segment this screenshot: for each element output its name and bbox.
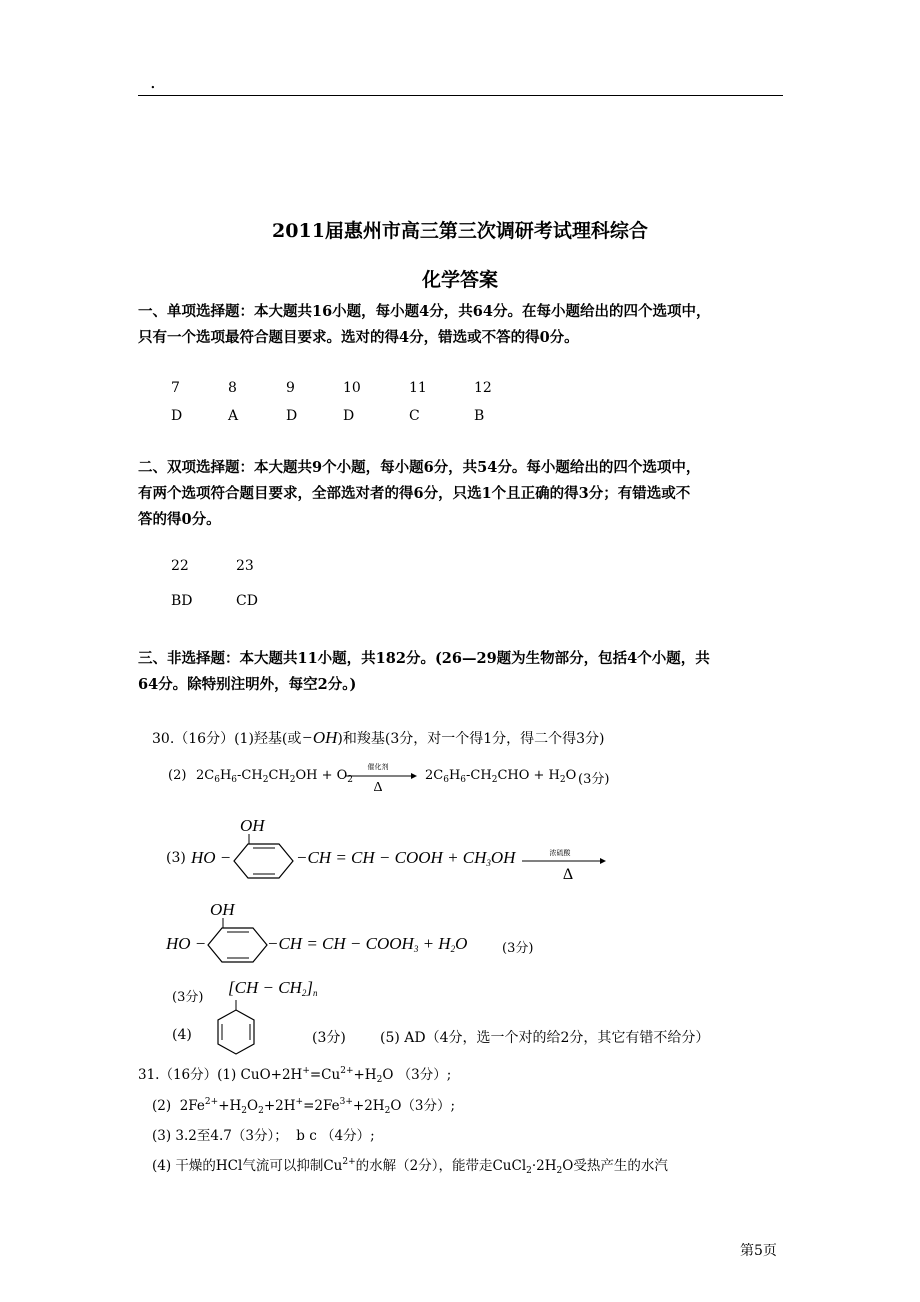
q-answer: B [474, 408, 485, 424]
section1-line2: 只有一个选项最符合题目要求。选对的得4分，错选或不答的得0分。 [138, 329, 579, 346]
page-number: 第5页 [740, 1243, 777, 1259]
header-dot: . [150, 72, 156, 93]
q30-part5: (5) AD（4分，选一个对的给2分，其它有错不给分） [380, 1030, 710, 1046]
q-answer: A [228, 408, 239, 424]
q-number: 10 [343, 380, 361, 396]
q30-part2-label: (2) [168, 768, 187, 783]
q30-part3-oh: OH [240, 816, 265, 835]
q30-part1-suffix: )和羧基(3分，对一个得1分，得二个得3分) [337, 731, 605, 747]
q30-part3-label: (3) [166, 850, 186, 866]
q-number: 23 [236, 558, 254, 574]
section1-line1: 一、单项选择题：本大题共16小题，每小题4分，共64分。在每小题给出的四个选项中， [138, 303, 711, 320]
reaction-arrow-2 [343, 758, 418, 794]
q30-part3-chain: −CH = CH − COOH + $CH_3OH$ [296, 848, 516, 868]
section2-line3: 答的得0分。 [138, 511, 221, 528]
q-answer: C [409, 408, 420, 424]
section3-line1: 三、非选择题：本大题共11小题，共182分。(26—29题为生物部分，包括4个小题，共 [138, 650, 710, 667]
polymer-benzene-ring-icon [212, 1000, 260, 1058]
q31-line2: (2) $2Fe^{2+}+H_2O_2+2H^+=2Fe^{3+}+2H_2O(3$分）; [152, 1097, 456, 1116]
q30-part1-prefix: 30.（16分）(1)羟基(或 [152, 731, 302, 747]
reaction-arrow-3 [520, 843, 606, 883]
header-rule [138, 95, 783, 96]
q30-part2-reactant: $2C_6H_6-CH_2CH_2OH + O_2$ [196, 768, 354, 785]
section2-line1: 二、双项选择题：本大题共9个小题，每小题6分，共54分。每小题给出的四个选项中， [138, 459, 701, 476]
q30-product-ho: HO − [166, 934, 207, 953]
section1-heading [138, 299, 710, 351]
q-answer: BD [171, 593, 193, 609]
q30-product-chain: −CH = CH − $COOH_3 + H_2O$ [267, 934, 468, 954]
q-number: 11 [409, 380, 427, 396]
polystyrene-formula: $[CH - CH_2]_n$ [228, 978, 318, 998]
q30-part1 [152, 728, 605, 748]
q31-line4: (4) 干燥的HCl气流可以抑制$Cu^{2+}$的水解（2分），能带走$CuCl_2\cdot 2H_2O$受热产生的水汽 [152, 1157, 668, 1176]
arrow2-condition-bottom: Δ [373, 780, 383, 794]
q30-part3-ho: HO − [191, 848, 232, 867]
q-number: 22 [171, 558, 189, 574]
arrow2-condition-top: 催化剂 [367, 763, 389, 771]
hydroxyl-formula: −OH [301, 728, 338, 747]
q30-part2-product: $2C_6H_6-CH_2CHO + H_2O$ [425, 768, 577, 785]
benzene-ring-icon [205, 918, 271, 966]
q-answer: D [171, 408, 183, 424]
section3-line2: 64分。除特别注明外，每空2分。) [138, 676, 357, 693]
q31-line1: 31.（16分）(1) $CuO+2H^+=Cu^{2+}+H_2O$ （3分）; [138, 1066, 452, 1085]
q30-part2-score: (3分) [578, 772, 610, 787]
q-answer: D [286, 408, 298, 424]
q30-product-score: (3分) [502, 941, 534, 956]
q-number: 7 [171, 380, 180, 396]
section2-heading [138, 455, 700, 533]
benzene-ring-icon [231, 834, 297, 882]
q-number: 12 [474, 380, 492, 396]
page-title: 2011届惠州市高三第三次调研考试理科综合 [272, 220, 648, 242]
section3-heading [138, 646, 710, 698]
q-answer: D [343, 408, 355, 424]
section2-line2: 有两个选项符合题目要求，全部选对者的得6分，只选1个且正确的得3分；有错选或不 [138, 485, 691, 502]
q31-line3: (3) 3.2至4.7（3分）； b c （4分）; [152, 1128, 375, 1144]
q30-product-oh: OH [210, 900, 235, 919]
q-number: 9 [286, 380, 295, 396]
q-number: 8 [228, 380, 237, 396]
q30-part4-label: (4) [172, 1027, 192, 1043]
q30-part4-score: (3分) [312, 1030, 346, 1046]
page-subtitle: 化学答案 [421, 269, 498, 291]
q30-polymer-score: (3分) [172, 990, 204, 1005]
arrow3-condition-bottom: Δ [562, 866, 574, 883]
q-answer: CD [236, 593, 258, 609]
arrow3-condition-top: 浓硫酸 [549, 849, 571, 857]
